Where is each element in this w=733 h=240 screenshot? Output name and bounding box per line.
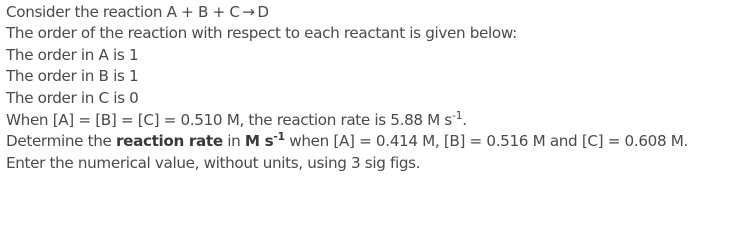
task-statement (6, 131, 730, 152)
given-exponent: -1 (451, 108, 463, 122)
given-suffix: . (462, 110, 467, 129)
given-conditions (6, 110, 730, 131)
order-b: The order in B is 1 (6, 67, 139, 86)
order-a: The order in A is 1 (6, 45, 139, 64)
task-exponent: -1 (273, 130, 285, 144)
answer-instructions: Enter the numerical value, without units, using 3 sig figs. (6, 153, 421, 172)
task-prefix: Determine the (6, 132, 116, 151)
question-text (6, 2, 730, 174)
task-bold-term: reaction rate (115, 132, 223, 151)
task-conditions: when [A] = 0.414 M, [B] = 0.516 M and [C] = 0.608 M. (284, 132, 688, 151)
task-unit: M s (244, 132, 274, 151)
given-text: When [A] = [B] = [C] = 0.510 M, the reaction rate is 5.88 M s (6, 110, 452, 129)
task-mid: in (222, 132, 245, 151)
reaction-statement: Consider the reaction A + B + C → D (6, 3, 269, 21)
order-c: The order in C is 0 (6, 88, 139, 107)
order-intro: The order of the reaction with respect to each reactant is given below: (6, 24, 517, 43)
